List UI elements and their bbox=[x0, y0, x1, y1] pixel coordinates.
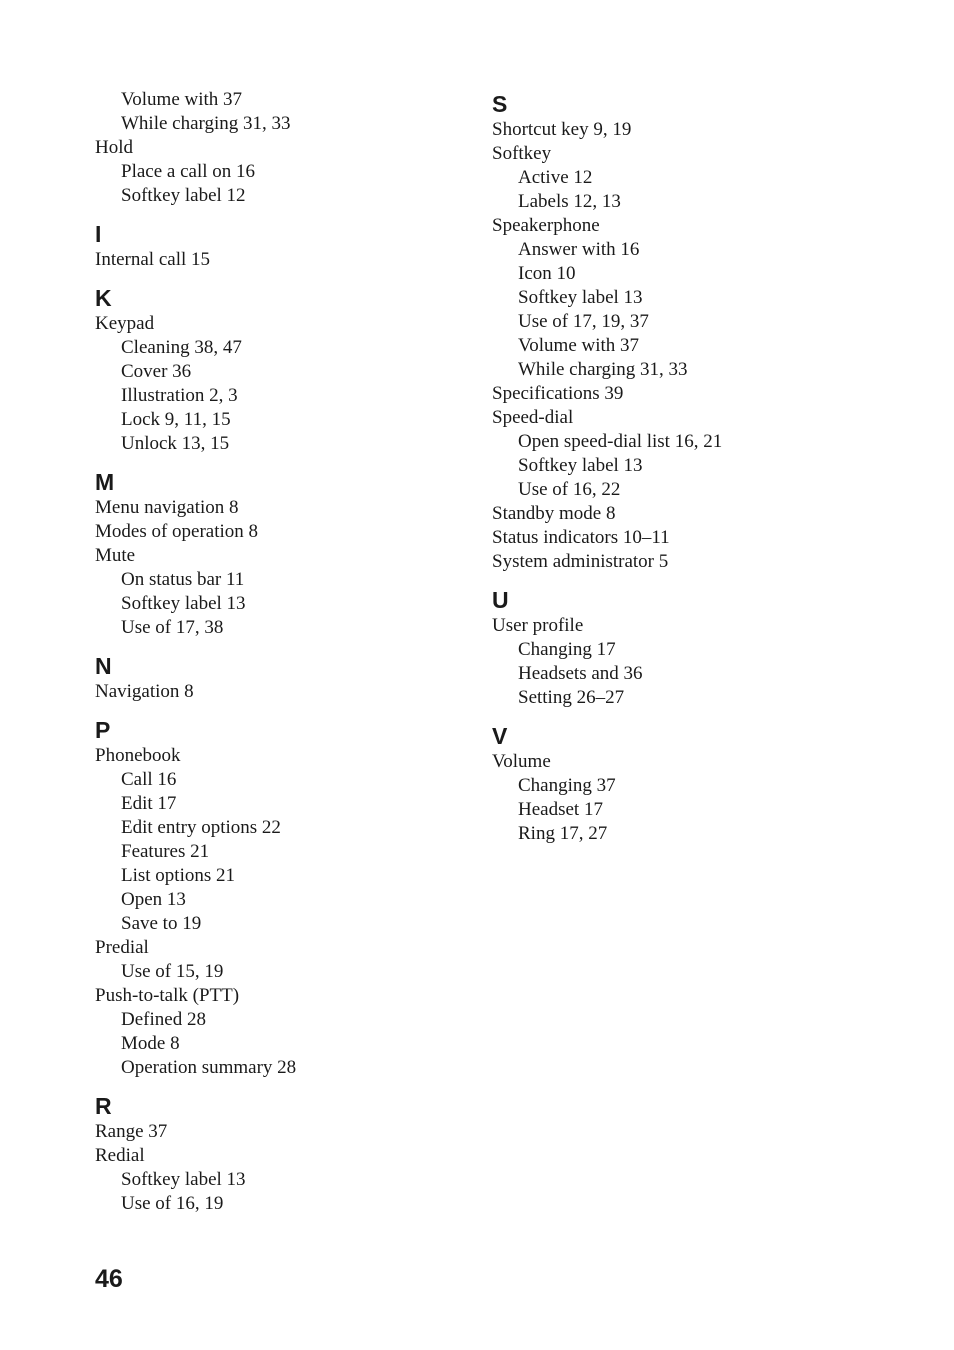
index-entry: Standby mode 8 bbox=[492, 503, 616, 524]
index-subentry: Illustration 2, 3 bbox=[121, 385, 238, 406]
index-section-letter: U bbox=[492, 587, 509, 613]
index-subentry: Volume with 37 bbox=[518, 335, 640, 356]
index-entry: Softkey bbox=[492, 143, 552, 164]
index-subentry: Features 21 bbox=[121, 841, 210, 862]
index-subentry: Setting 26–27 bbox=[518, 687, 625, 708]
index-entry: System administrator 5 bbox=[492, 551, 669, 572]
index-entry: Hold bbox=[95, 137, 133, 158]
index-subentry: On status bar 11 bbox=[121, 569, 245, 590]
index-subentry: Answer with 16 bbox=[518, 239, 640, 260]
index-subentry: Defined 28 bbox=[121, 1009, 206, 1030]
index-section-letter: I bbox=[95, 221, 102, 247]
index-subentry: Softkey label 13 bbox=[121, 593, 246, 614]
index-section-letter: N bbox=[95, 653, 112, 679]
index-entry: User profile bbox=[492, 615, 584, 636]
index-column-left bbox=[95, 88, 475, 1216]
index-subentry: Softkey label 13 bbox=[518, 287, 643, 308]
index-section-letter: K bbox=[95, 285, 112, 311]
index-subentry: Use of 16, 22 bbox=[518, 479, 621, 500]
index-section-letter: S bbox=[492, 91, 508, 117]
index-subentry: Active 12 bbox=[518, 167, 593, 188]
index-entry: Specifications 39 bbox=[492, 383, 624, 404]
index-subentry: Unlock 13, 15 bbox=[121, 433, 230, 454]
index-entry: Push-to-talk (PTT) bbox=[95, 985, 240, 1006]
index-entry: Phonebook bbox=[95, 745, 181, 766]
index-section-letter: V bbox=[492, 723, 508, 749]
index-entry: Shortcut key 9, 19 bbox=[492, 119, 632, 140]
index-entry: Menu navigation 8 bbox=[95, 497, 239, 518]
index-subentry: Mode 8 bbox=[121, 1033, 180, 1054]
index-subentry: Use of 17, 19, 37 bbox=[518, 311, 649, 332]
index-entry: Status indicators 10–11 bbox=[492, 527, 670, 548]
index-subentry: Lock 9, 11, 15 bbox=[121, 409, 231, 430]
index-subentry: Use of 15, 19 bbox=[121, 961, 224, 982]
index-subentry: Use of 17, 38 bbox=[121, 617, 224, 638]
index-subentry: List options 21 bbox=[121, 865, 236, 886]
index-entry: Redial bbox=[95, 1145, 145, 1166]
index-subentry: Headsets and 36 bbox=[518, 663, 643, 684]
index-entry: Speed-dial bbox=[492, 407, 574, 428]
index-entry: Volume bbox=[492, 751, 551, 772]
index-subentry: Edit entry options 22 bbox=[121, 817, 281, 838]
index-subentry: Changing 37 bbox=[518, 775, 616, 796]
index-subentry: Volume with 37 bbox=[121, 89, 243, 110]
index-entry: Keypad bbox=[95, 313, 155, 334]
index-subentry: Softkey label 12 bbox=[121, 185, 246, 206]
index-subentry: Cover 36 bbox=[121, 361, 192, 382]
index-entry: Modes of operation 8 bbox=[95, 521, 259, 542]
index-section-letter: R bbox=[95, 1093, 112, 1119]
index-entry: Predial bbox=[95, 937, 149, 958]
index-entry: Internal call 15 bbox=[95, 249, 211, 270]
index-subentry: While charging 31, 33 bbox=[518, 359, 688, 380]
index-entry: Range 37 bbox=[95, 1121, 168, 1142]
index-subentry: Place a call on 16 bbox=[121, 161, 256, 182]
index-subentry: Edit 17 bbox=[121, 793, 177, 814]
index-section-letter: M bbox=[95, 469, 115, 495]
index-subentry: Softkey label 13 bbox=[518, 455, 643, 476]
index-subentry: Headset 17 bbox=[518, 799, 603, 820]
index-entry: Mute bbox=[95, 545, 136, 566]
index-entry: Navigation 8 bbox=[95, 681, 194, 702]
index-section-letter: P bbox=[95, 717, 111, 743]
index-subentry: Icon 10 bbox=[518, 263, 576, 284]
page-number: 46 bbox=[95, 1265, 123, 1293]
index-subentry: Changing 17 bbox=[518, 639, 616, 660]
index-subentry: Use of 16, 19 bbox=[121, 1193, 224, 1214]
index-entry: Speakerphone bbox=[492, 215, 600, 236]
index-subentry: Call 16 bbox=[121, 769, 177, 790]
index-subentry: Operation summary 28 bbox=[121, 1057, 297, 1078]
index-subentry: Open speed-dial list 16, 21 bbox=[518, 431, 723, 452]
index-column-right bbox=[492, 88, 872, 846]
index-subentry: Open 13 bbox=[121, 889, 186, 910]
index-subentry: Softkey label 13 bbox=[121, 1169, 246, 1190]
index-subentry: While charging 31, 33 bbox=[121, 113, 291, 134]
index-subentry: Ring 17, 27 bbox=[518, 823, 608, 844]
index-subentry: Cleaning 38, 47 bbox=[121, 337, 242, 358]
index-subentry: Labels 12, 13 bbox=[518, 191, 621, 212]
index-subentry: Save to 19 bbox=[121, 913, 202, 934]
